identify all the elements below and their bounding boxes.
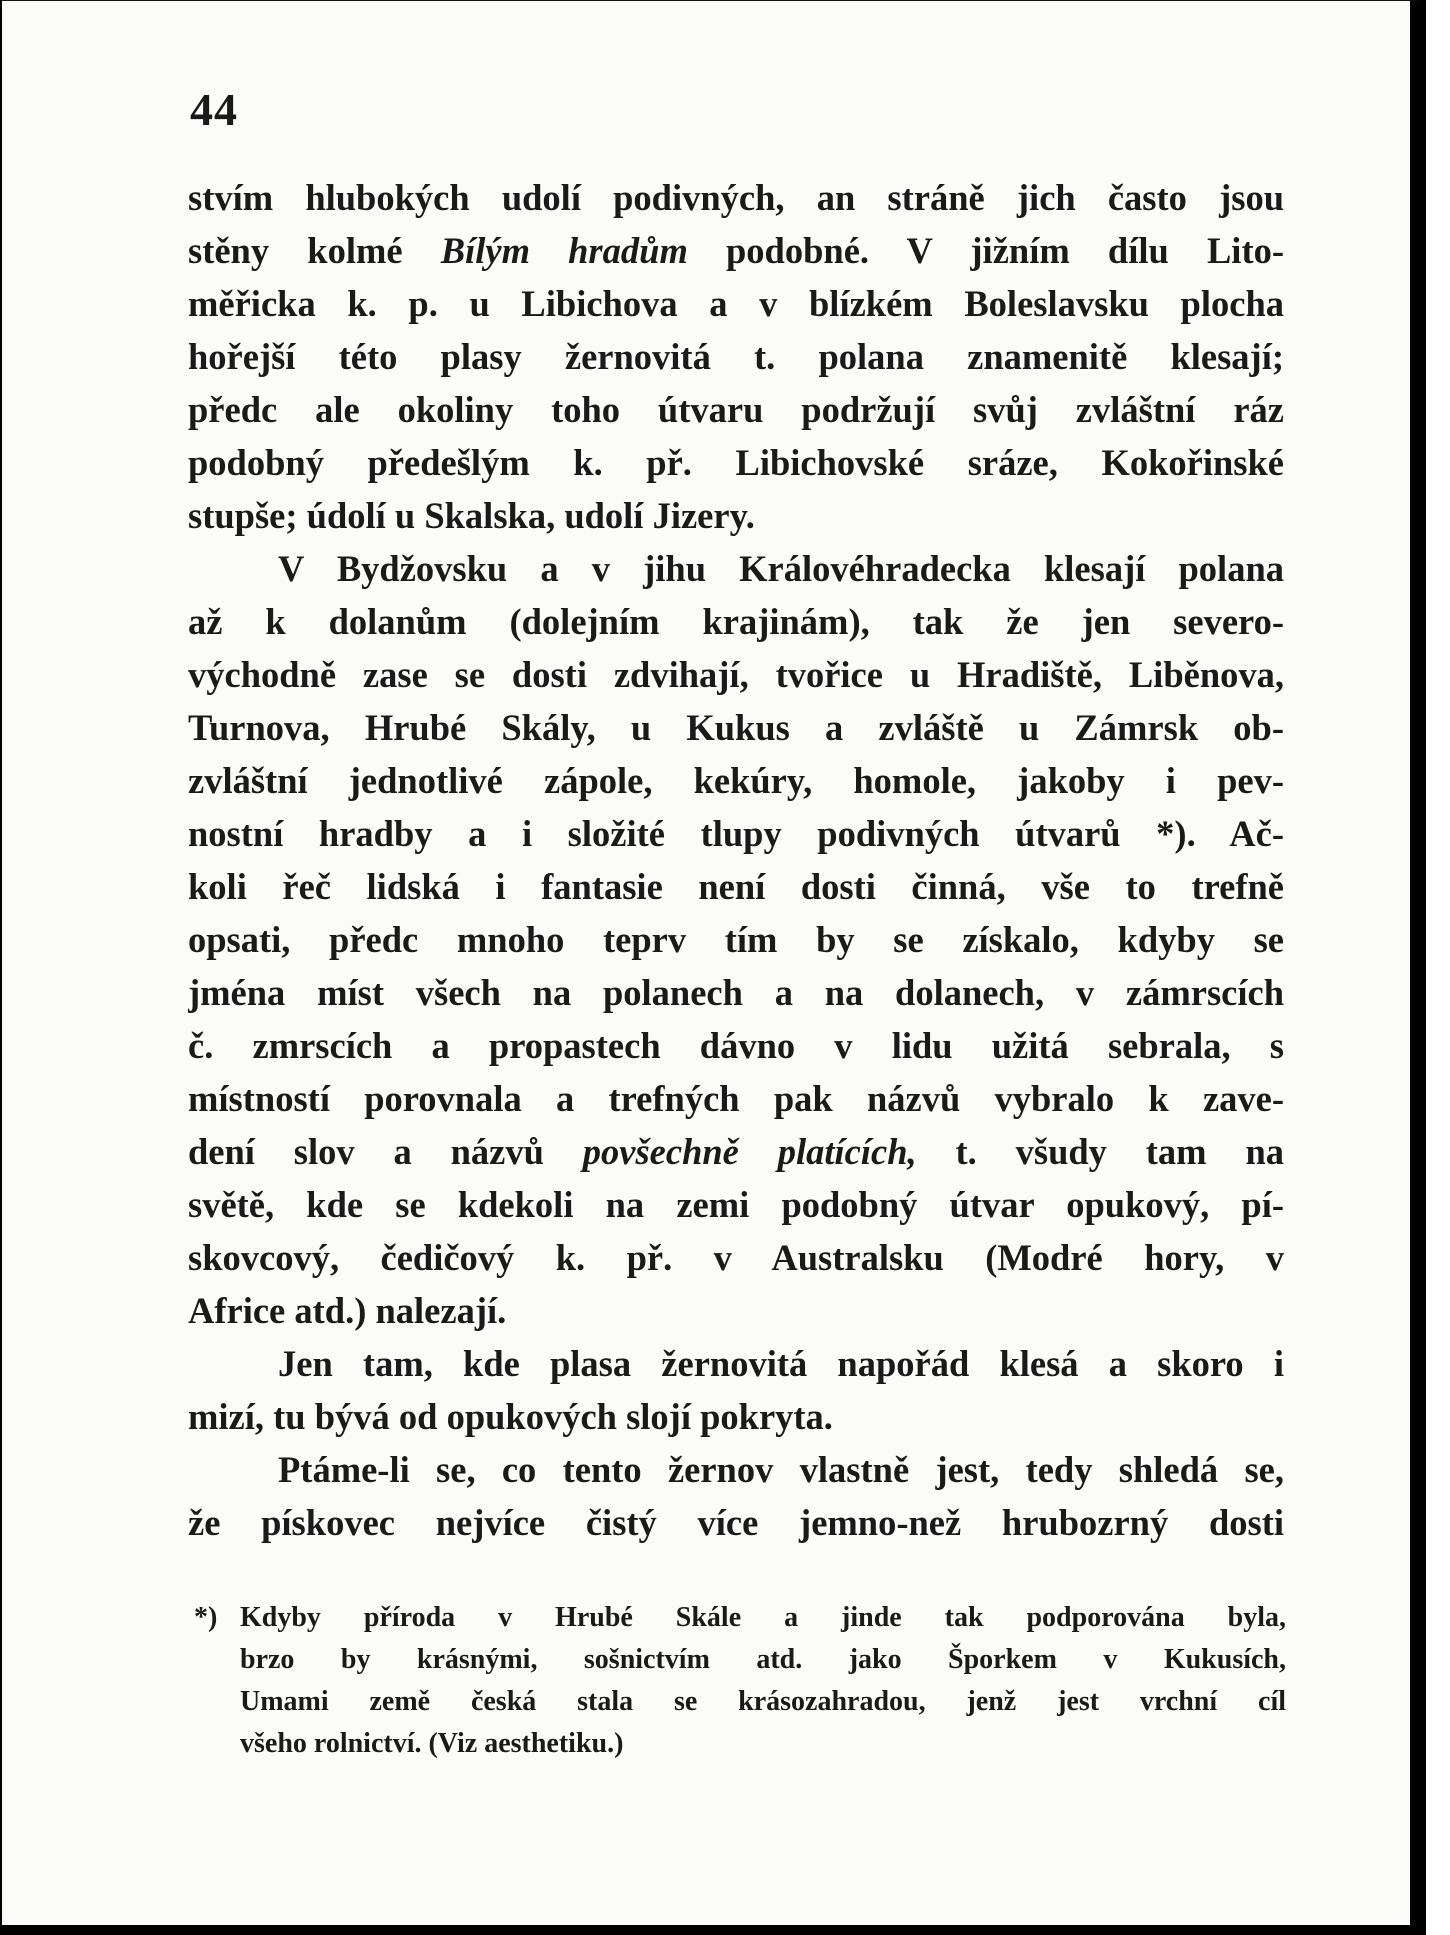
- footnote-line: Umami země česká stala se krásozahradou, jenž jest vrchní cíl: [240, 1686, 1286, 1717]
- text-line: koli řeč lidská i fantasie není dosti činná, vše to trefně: [188, 866, 1284, 907]
- text-line: jména míst všech na polanech a na dolanech, v zámrscích: [188, 972, 1284, 1013]
- text-line: podobný předešlým k. př. Libichovské sráze, Kokořinské: [188, 442, 1284, 483]
- text-line: Ptáme-li se, co tento žernov vlastně jest, tedy shledá se,: [278, 1449, 1284, 1490]
- footnote-line: brzo by krásnými, sošnictvím atd. jako Šporkem v Kukusích,: [240, 1644, 1286, 1675]
- text-line: nostní hradby a i složité tlupy podivných útvarů *). Ač-: [188, 813, 1284, 854]
- italic-phrase: povšechně platících,: [582, 1131, 917, 1172]
- footnote-marker: *): [194, 1602, 218, 1633]
- text-line: až k dolanům (dolejním krajinám), tak že jen severo-: [188, 601, 1284, 642]
- page-number: 44: [190, 84, 238, 135]
- text-line: předc ale okoliny toho útvaru podržují svůj zvláštní ráz: [188, 389, 1284, 430]
- text-line: mizí, tu bývá od opukových slojí pokryta.: [188, 1396, 833, 1437]
- text-line: zvláštní jednotlivé zápole, kekúry, homole, jakoby i pev-: [188, 760, 1284, 801]
- body-text: [188, 171, 1284, 1549]
- text-line: stupše; údolí u Skalska, udolí Jizery.: [188, 495, 755, 536]
- text-line: měřicka k. p. u Libichova a v blízkém Boleslavsku plocha: [188, 283, 1284, 324]
- text-segment: podobné. V jižním dílu Lito-: [687, 230, 1284, 271]
- text-line: opsati, předc mnoho teprv tím by se získalo, kdyby se: [188, 919, 1284, 960]
- text-segment: dení slov a názvů: [188, 1131, 583, 1172]
- footnote-line: Kdyby příroda v Hrubé Skále a jinde tak podporována byla,: [240, 1602, 1286, 1633]
- footnote: [194, 1597, 1286, 1765]
- text-line: východně zase se dosti zdvihají, tvořice u Hradiště, Liběnova,: [188, 654, 1284, 695]
- text-line: Turnova, Hrubé Skály, u Kukus a zvláště u Zámrsk ob-: [188, 707, 1284, 748]
- text-line: [188, 224, 1284, 277]
- text-line: Africe atd.) nalezají.: [188, 1290, 507, 1331]
- text-line: hořejší této plasy žernovitá t. polana znamenitě klesají;: [188, 336, 1284, 377]
- text-segment: stěny kolmé: [188, 230, 441, 271]
- text-line: světě, kde se kdekoli na zemi podobný útvar opukový, pí-: [188, 1184, 1284, 1225]
- text-line: č. zmrscích a propastech dávno v lidu užitá sebrala, s: [188, 1025, 1284, 1066]
- footnote-line: všeho rolnictví. (Viz aesthetiku.): [240, 1728, 624, 1759]
- text-line: [188, 1125, 1284, 1178]
- text-segment: t. všudy tam na: [916, 1131, 1284, 1172]
- text-line: místností porovnala a trefných pak názvů vybralo k zave-: [188, 1078, 1284, 1119]
- text-line: stvím hlubokých udolí podivných, an stráně jich často jsou: [188, 177, 1284, 218]
- text-line: skovcový, čedičový k. př. v Australsku (Modré hory, v: [188, 1237, 1284, 1278]
- text-line: Jen tam, kde plasa žernovitá napořád klesá a skoro i: [278, 1343, 1284, 1384]
- text-line: V Bydžovsku a v jihu Královéhradecka klesají polana: [278, 548, 1284, 589]
- text-line: že pískovec nejvíce čistý více jemno-než hrubozrný dosti: [188, 1502, 1284, 1543]
- italic-phrase: Bílým hradům: [440, 230, 688, 271]
